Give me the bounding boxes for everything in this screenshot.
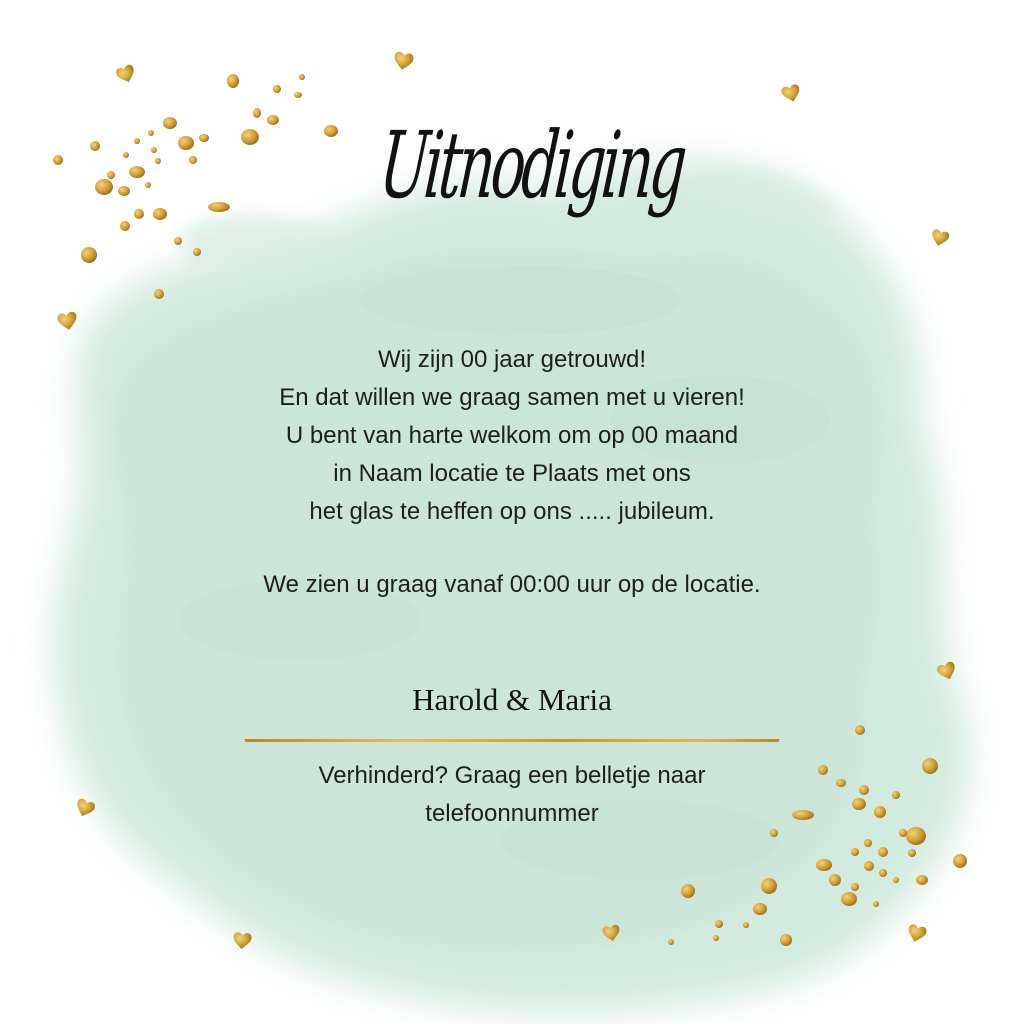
message-line: En dat willen we graag samen met u vieren! [279, 384, 745, 411]
message-line: in Naam locatie te Plaats met ons [333, 460, 691, 487]
couple-names: Harold & Maria [412, 682, 612, 717]
message-line: het glas te heffen op ons ..... jubileum. [309, 498, 715, 525]
message-line: U bent van harte welkom om op 00 maand [285, 422, 739, 449]
rsvp-text [212, 757, 812, 833]
message-line: Wij zijn 00 jaar getrouwd! [377, 346, 647, 373]
rsvp-line: telefoonnummer [425, 800, 599, 827]
time-line: We zien u graag vanaf 00:00 uur op de locatie. [263, 571, 761, 598]
invitation-message [162, 341, 862, 531]
gold-divider [245, 739, 779, 742]
rsvp-line: Verhinderd? Graag een belletje naar [318, 762, 706, 789]
invitation-title: Uitnodiging [375, 112, 688, 219]
